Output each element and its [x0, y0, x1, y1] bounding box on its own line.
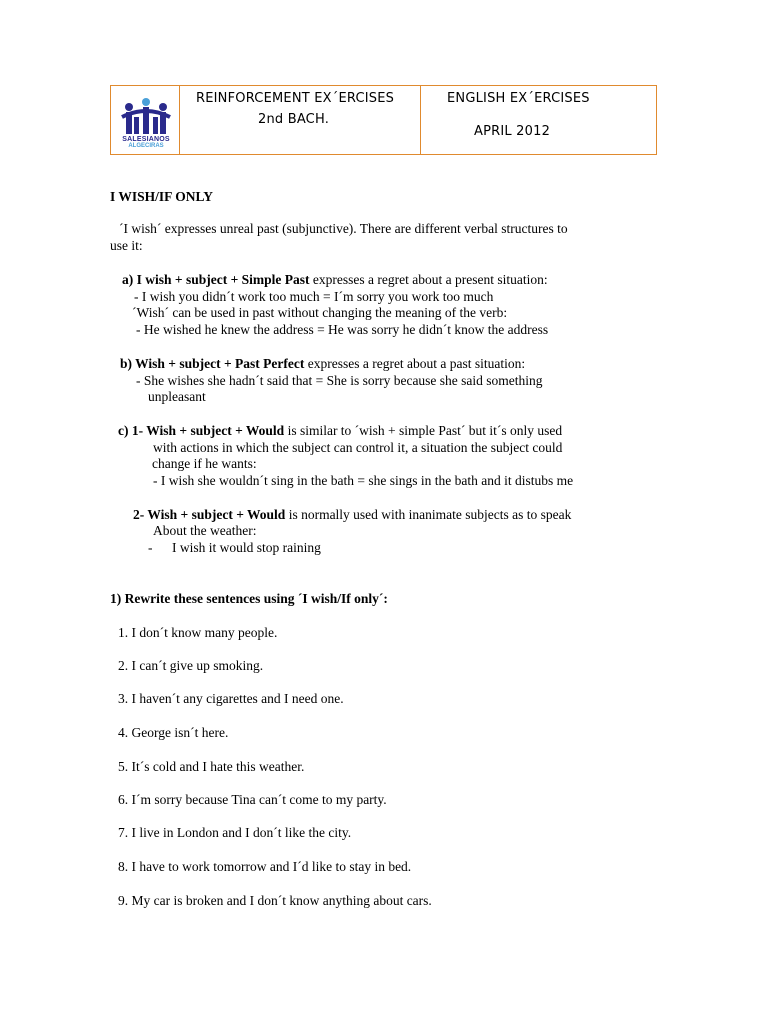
rule-a-text: expresses a regret about a present situation: — [309, 272, 548, 287]
rule-c2-label: 2- Wish + subject + Would — [133, 507, 286, 522]
exercise-item: 8. I have to work tomorrow and I´d like to stay in bed. — [118, 859, 412, 874]
exercise-item: 9. My car is broken and I don´t know anything about cars. — [118, 893, 432, 908]
rule-b-text: expresses a regret about a past situation: — [304, 356, 526, 371]
salesianos-logo-icon — [120, 95, 172, 137]
logo-text-bottom: ALGECIRAS — [128, 143, 164, 149]
header-col1-subtitle: 2nd BACH. — [258, 112, 330, 127]
rule-c1-label: 1- Wish + subject + Would — [131, 423, 285, 438]
rule-c2-bullet: - — [148, 540, 153, 555]
rule-c1-example-1: - I wish she wouldn´t sing in the bath = she sings in the bath and it distubs me — [153, 473, 574, 488]
header-col2-title: ENGLISH EX´ERCISES — [447, 91, 590, 106]
header-logo-cell — [111, 86, 180, 154]
rule-c1-line-3: change if he wants: — [152, 456, 257, 471]
exercise-item: 4. George isn´t here. — [118, 725, 229, 740]
rule-c2-example-1: I wish it would stop raining — [172, 540, 321, 555]
intro-line-2: use it: — [110, 238, 143, 253]
section-title: I WISH/IF ONLY — [110, 189, 214, 204]
rule-b-example-1-cont: unpleasant — [148, 389, 206, 404]
rule-c2-heading — [133, 507, 571, 523]
rule-a-heading — [122, 272, 548, 288]
rule-b-example-1: - She wishes she hadn´t said that = She is sorry because she said something — [136, 373, 543, 388]
intro-line-1: ´I wish´ expresses unreal past (subjunctive). There are different verbal structures to — [119, 221, 568, 236]
rule-a-note: ´Wish´ can be used in past without changing the meaning of the verb: — [132, 305, 508, 320]
header-col1-title: REINFORCEMENT EX´ERCISES — [196, 91, 395, 106]
exercise-item: 1. I don´t know many people. — [118, 625, 278, 640]
rule-b-label: b) Wish + subject + Past Perfect — [120, 356, 305, 371]
rule-a-example-1: - I wish you didn´t work too much = I´m sorry you work too much — [134, 289, 494, 304]
rule-c2-text: is normally used with inanimate subjects as to speak — [285, 507, 572, 522]
rule-c1-line-2: with actions in which the subject can control it, a situation the subject could — [153, 440, 563, 455]
rule-b-heading — [120, 356, 525, 372]
exercise-title: 1) Rewrite these sentences using ´I wish/If only´: — [110, 591, 388, 606]
header-right-cell — [421, 86, 656, 154]
rule-a-label: a) I wish + subject + Simple Past — [122, 272, 310, 287]
exercise-item: 2. I can´t give up smoking. — [118, 658, 264, 673]
rule-c1-heading — [118, 423, 562, 439]
rule-c-prefix: c) — [118, 423, 132, 438]
header-table — [110, 85, 657, 155]
rule-c1-text: is similar to ´wish + simple Past´ but it´s only used — [284, 423, 563, 438]
header-col2-subtitle: APRIL 2012 — [474, 124, 551, 139]
header-middle-cell — [180, 86, 421, 154]
exercise-item: 6. I´m sorry because Tina can´t come to my party. — [118, 792, 387, 807]
exercise-item: 3. I haven´t any cigarettes and I need one. — [118, 691, 344, 706]
logo-text-top: SALESIANOS — [122, 136, 170, 143]
rule-c2-line-2: About the weather: — [153, 523, 257, 538]
exercise-item: 7. I live in London and I don´t like the city. — [118, 825, 352, 840]
salesianos-logo — [120, 95, 172, 149]
rule-a-example-2: - He wished he knew the address = He was sorry he didn´t know the address — [136, 322, 549, 337]
exercise-item: 5. It´s cold and I hate this weather. — [118, 759, 305, 774]
